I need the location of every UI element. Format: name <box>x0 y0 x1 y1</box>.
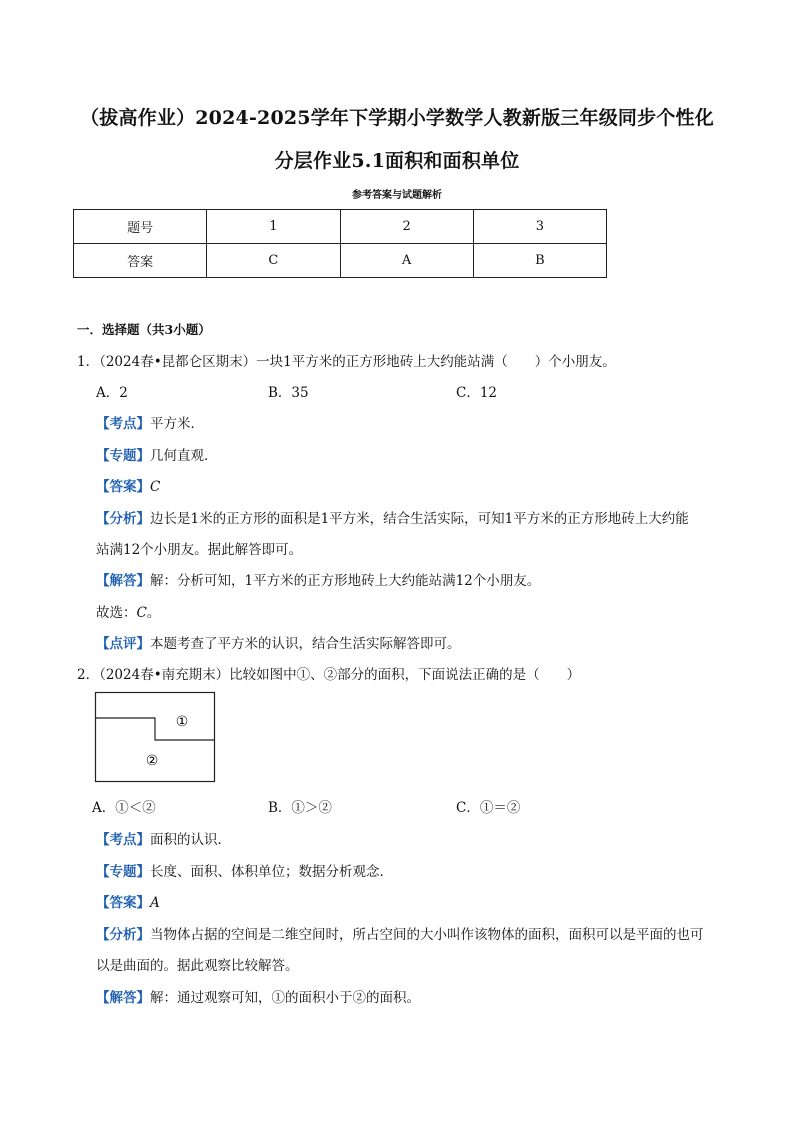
document-title-line-1: （拔高作业）2024-2025学年下学期小学数学人教新版三年级同步个性化 <box>80 107 714 129</box>
q1-choice <box>96 601 160 621</box>
table-cell: 2 <box>340 210 473 244</box>
table-cell: 1 <box>207 210 340 244</box>
jieda-text: 解：分析可知，1平方米的正方形地砖上大约能站满12个小朋友。 <box>150 573 541 589</box>
table-cell: B <box>473 244 606 278</box>
kaodian-text: 面积的认识． <box>150 832 231 848</box>
document-subtitle: 参考答案与试题解析 <box>352 190 442 201</box>
q2-stem: 2．（2024春•南充期末）比较如图中①、②部分的面积，下面说法正确的是（ ） <box>77 667 581 683</box>
dianping-tag: 【点评】 <box>96 636 150 652</box>
fenxi-tag: 【分析】 <box>96 927 150 943</box>
table-cell: 3 <box>473 210 606 244</box>
fenxi-text: 当物体占据的空间是二维空间时，所占空间的大小叫作该物体的面积，面积可以是平面的也可 <box>150 927 704 943</box>
table-row <box>74 244 607 278</box>
choice-value: C <box>136 605 147 621</box>
q2-kaodian <box>96 828 231 848</box>
q1-option-a: A．2 <box>96 385 128 401</box>
table-cell: A <box>340 244 473 278</box>
table-row <box>74 210 607 244</box>
figure-label-2: ② <box>145 753 159 769</box>
q1-stem: 1．（2024春•昆都仑区期末）一块1平方米的正方形地砖上大约能站满（ ）个小朋友。 <box>77 354 616 370</box>
jieda-tag: 【解答】 <box>96 573 150 589</box>
q2-fenxi-continued: 以是曲面的。据此观察比较解答。 <box>96 958 299 974</box>
q1-jieda <box>96 569 540 589</box>
kaodian-tag: 【考点】 <box>96 832 150 848</box>
q2-jieda <box>96 986 420 1006</box>
daan-text: C <box>150 479 161 495</box>
zhuanti-tag: 【专题】 <box>96 448 150 464</box>
q1-dianping <box>96 632 461 652</box>
choice-prefix: 故选： <box>96 605 137 621</box>
q2-figure <box>94 691 218 785</box>
dianping-text: 本题考查了平方米的认识，结合生活实际解答即可。 <box>150 636 461 652</box>
figure-divider-line <box>96 718 215 740</box>
q2-zhuanti <box>96 860 393 880</box>
q2-option-b: B．①＞② <box>268 800 332 816</box>
kaodian-text: 平方米． <box>150 416 204 432</box>
fenxi-tag: 【分析】 <box>96 511 150 527</box>
daan-text: A <box>150 895 160 911</box>
q2-option-c: C．①＝② <box>456 800 521 816</box>
fenxi-text: 边长是1米的正方形的面积是1平方米，结合生活实际，可知1平方米的正方形地砖上大约能 <box>150 511 689 527</box>
jieda-tag: 【解答】 <box>96 990 150 1006</box>
q2-fenxi <box>96 923 704 943</box>
section-heading: 一．选择题（共3小题） <box>77 322 211 337</box>
zhuanti-text: 长度、面积、体积单位；数据分析观念． <box>150 864 393 880</box>
daan-tag: 【答案】 <box>96 479 150 495</box>
q2-daan <box>96 891 160 911</box>
kaodian-tag: 【考点】 <box>96 416 150 432</box>
document-title-line-2: 分层作业5.1面积和面积单位 <box>274 150 520 172</box>
q2-option-a: A．①＜② <box>92 800 156 816</box>
q1-zhuanti <box>96 444 218 464</box>
q1-daan <box>96 475 160 495</box>
daan-tag: 【答案】 <box>96 895 150 911</box>
zhuanti-text: 几何直观． <box>150 448 218 464</box>
q1-kaodian <box>96 412 204 432</box>
table-cell: 答案 <box>74 244 207 278</box>
figure-label-1: ① <box>175 714 189 730</box>
q1-option-c: C．12 <box>456 385 498 401</box>
q1-fenxi <box>96 507 689 527</box>
q1-fenxi-continued: 站满12个小朋友。据此解答即可。 <box>96 542 303 558</box>
table-cell: 题号 <box>74 210 207 244</box>
jieda-text: 解：通过观察可知，①的面积小于②的面积。 <box>150 990 420 1006</box>
zhuanti-tag: 【专题】 <box>96 864 150 880</box>
table-cell: C <box>207 244 340 278</box>
q1-option-b: B．35 <box>268 385 309 401</box>
choice-suffix: 。 <box>146 605 161 621</box>
answer-table <box>73 209 607 278</box>
